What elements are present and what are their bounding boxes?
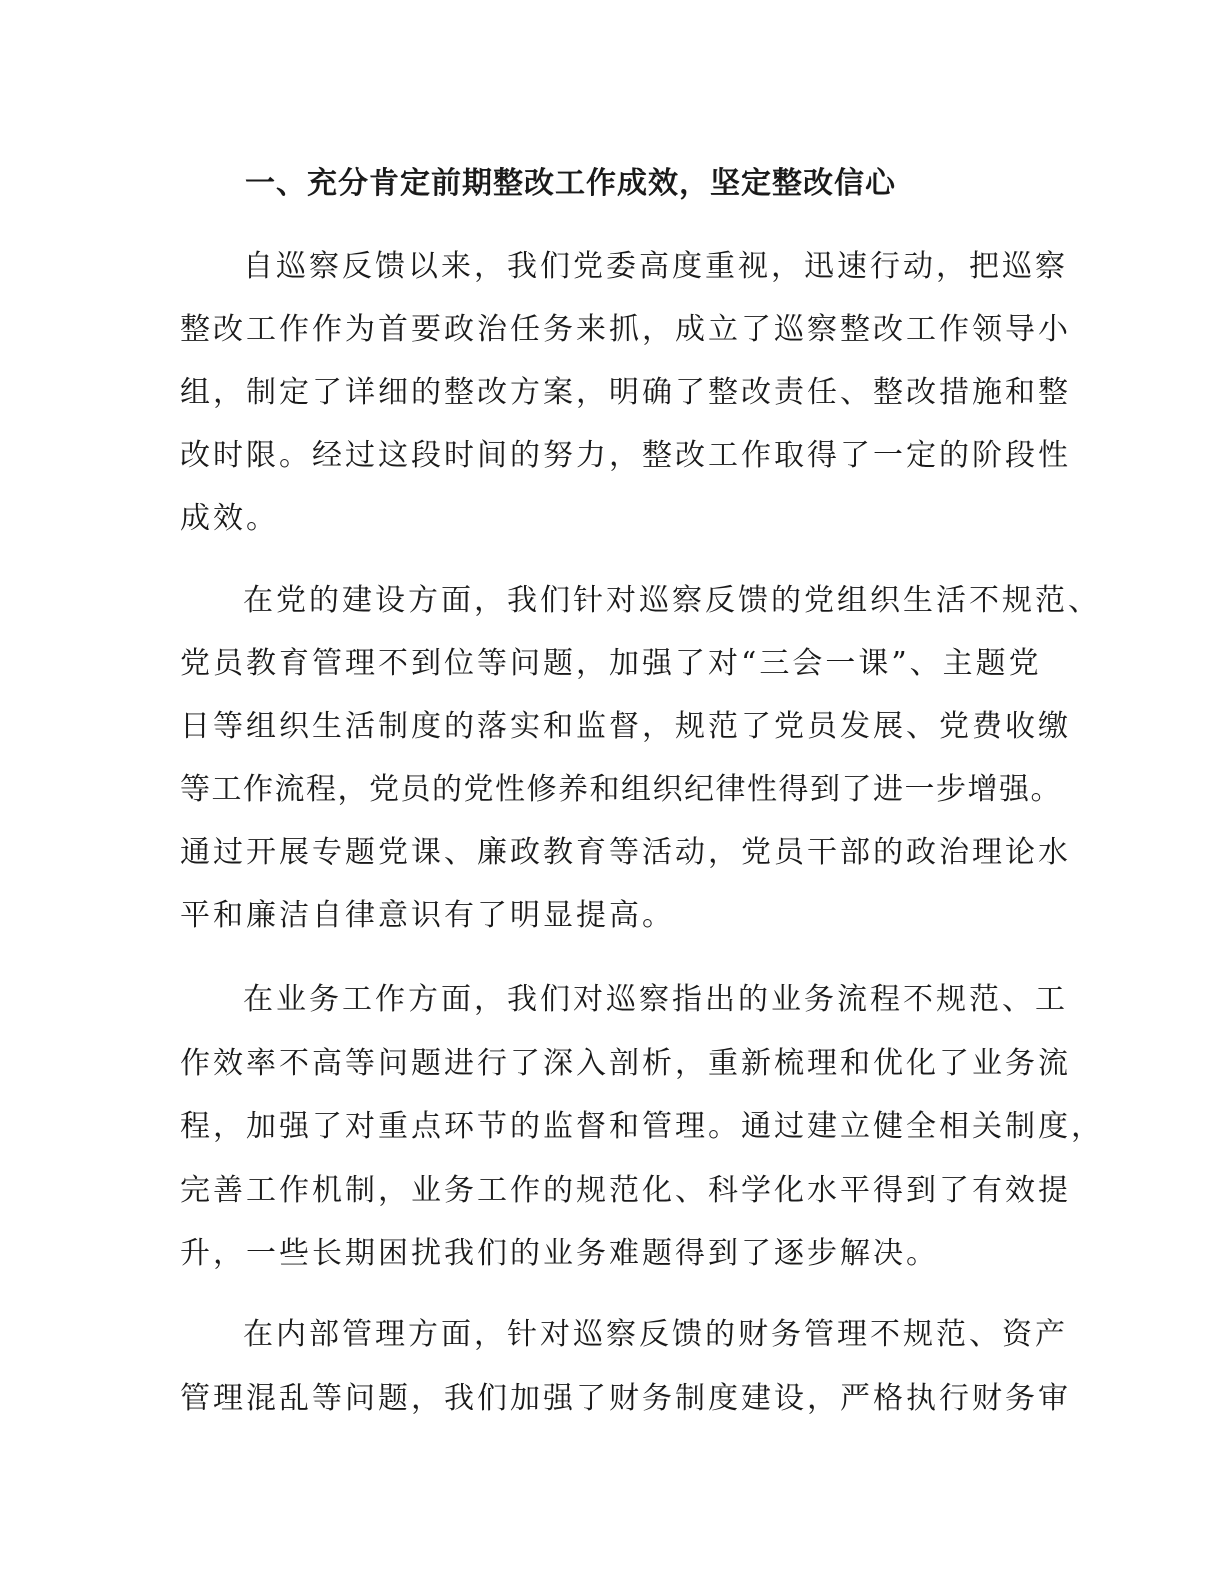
- paragraph-line: 成效。: [180, 501, 279, 536]
- section-heading: 一、充分肯定前期整改工作成效，坚定整改信心: [245, 166, 896, 201]
- paragraph-line: 通过开展专题党课、廉政教育等活动，党员干部的政治理论水: [180, 835, 1071, 870]
- paragraph-line: 升，一些长期困扰我们的业务难题得到了逐步解决。: [180, 1236, 939, 1271]
- paragraph-line: 整改工作作为首要政治任务来抓，成立了巡察整改工作领导小: [180, 312, 1071, 347]
- paragraph-line: 平和廉洁自律意识有了明显提高。: [180, 898, 675, 933]
- paragraph-line: 程，加强了对重点环节的监督和管理。通过建立健全相关制度，: [180, 1109, 1104, 1144]
- paragraph-line: 在业务工作方面，我们对巡察指出的业务流程不规范、工: [243, 982, 1068, 1017]
- paragraph-line: 等工作流程，党员的党性修养和组织纪律性得到了进一步增强。: [180, 772, 1062, 807]
- paragraph-line: 改时限。经过这段时间的努力，整改工作取得了一定的阶段性: [180, 438, 1071, 473]
- paragraph-line: 管理混乱等问题，我们加强了财务制度建设，严格执行财务审: [180, 1381, 1071, 1416]
- paragraph-line: 完善工作机制，业务工作的规范化、科学化水平得到了有效提: [180, 1173, 1071, 1208]
- paragraph-line: 组，制定了详细的整改方案，明确了整改责任、整改措施和整: [180, 375, 1071, 410]
- paragraph-line: 在党的建设方面，我们针对巡察反馈的党组织生活不规范、: [243, 583, 1101, 618]
- paragraph-line: 作效率不高等问题进行了深入剖析，重新梳理和优化了业务流: [180, 1046, 1071, 1081]
- paragraph-line: 在内部管理方面，针对巡察反馈的财务管理不规范、资产: [243, 1317, 1068, 1352]
- paragraph-line: 党员教育管理不到位等问题，加强了对“三会一课”、主题党: [180, 646, 1042, 681]
- paragraph-line: 自巡察反馈以来，我们党委高度重视，迅速行动，把巡察: [243, 249, 1068, 284]
- paragraph-line: 日等组织生活制度的落实和监督，规范了党员发展、党费收缴: [180, 709, 1071, 744]
